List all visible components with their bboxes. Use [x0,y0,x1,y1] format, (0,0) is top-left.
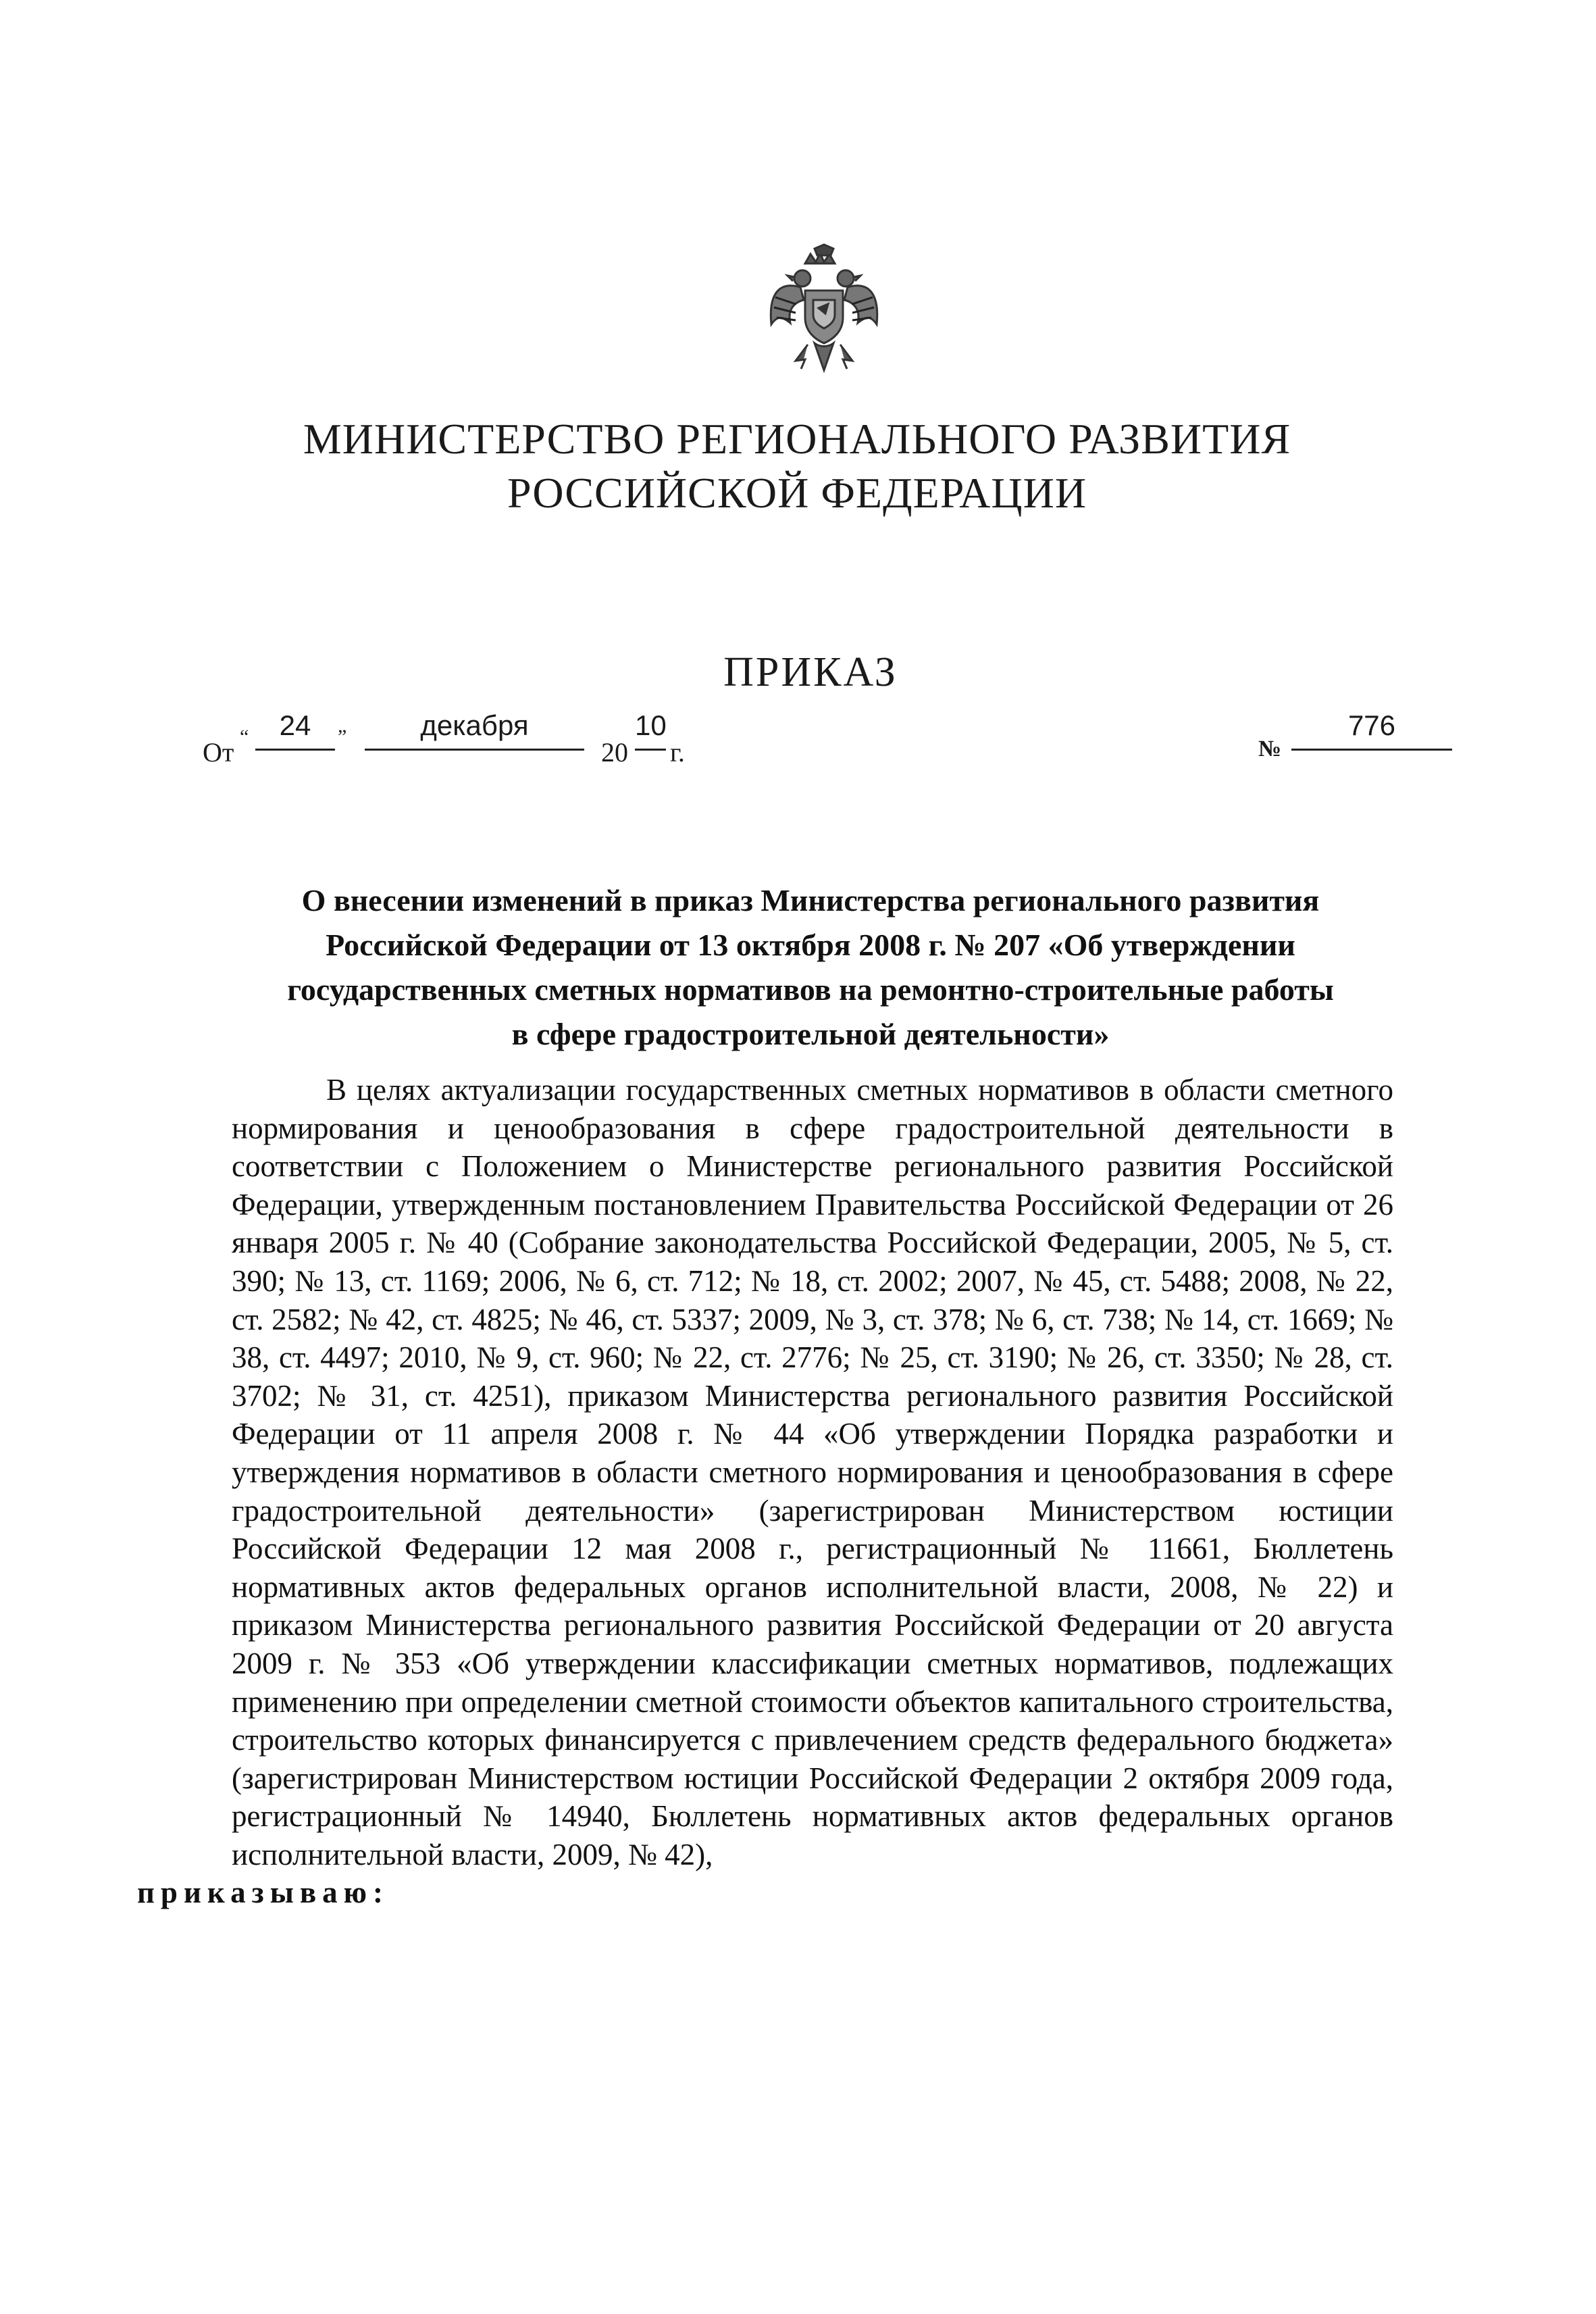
preamble-paragraph [137,1071,1393,1912]
order-directive-word: приказываю: [137,1876,390,1910]
date-century: 20 [601,737,628,768]
date-quote-open: “ [240,726,249,748]
date-quote-close: ” [338,726,347,748]
date-prefix: От [203,737,234,768]
date-month: декабря [365,709,584,751]
order-heading-line2: Российской Федерации от 13 октября 2008 г. № 207 «Об утверждении [326,928,1295,962]
order-heading-line4: в сфере градостроительной деятельности» [511,1017,1110,1051]
date-year: 10 [635,709,666,751]
order-heading-line1: О внесении изменений в приказ Министерства регионального развития [301,883,1320,917]
date-year-suffix: г. [670,737,685,768]
preamble-text: В целях актуализации государственных сметных нормативов в области сметного нормирования и ценообразования в сфере градостроительной деятельности в соответствии с Положением о Министерстве регионального развития Российской Федерации, утвержденным постановлением Правительства Российской Федерации от 26 января 2005 г. № 40 (Собрание законодательства Российской Федерации, 2005, № 5, ст. 390; № 13, ст. 1169; 2006, № 6, ст. 712; № 18, ст. 2002; 2007, № 45, ст. 5488; 2008, № 22, ст. 2582; № 42, ст. 4825; № 46, ст. 5337; 2009, № 3, ст. 378; № 6, ст. 738; № 14, ст. 1669; № 38, ст. 4497; 2010, № 9, ст. 960; № 22, ст. 2776; № 25, ст. 3190; № 26, ст. 3350; № 28, ст. 3702; № 31, ст. 4251), приказом Министерства регионального развития Российской Федерации от 11 апреля 2008 г. № 44 «Об утверждении Порядка разработки и утверждения нормативов в области сметного нормирования и ценообразования в сфере градостроительной деятельности» (зарегистрирован Министерством юстиции Российской Федерации 12 мая 2008 г., регистрационный № 11661, Бюллетень нормативных актов федеральных органов исполнительной власти, 2008, № 22) и приказом Министерства регионального развития Российской Федерации от 20 августа 2009 г. № 353 «Об утверждении классификации сметных нормативов, подлежащих применению при определении сметной стоимости объектов капитального строительства, строительство которых финансируется с привлечением средств федерального бюджета» (зарегистрирован Министерством юстиции Российской Федерации 2 октября 2009 года, регистрационный № 14940, Бюллетень нормативных актов федеральных органов исполнительной власти, 2009, № 42), [232,1073,1393,1871]
order-number: 776 [1291,709,1452,751]
ministry-name-line2: РОССИЙСКОЙ ФЕДЕРАЦИИ [507,469,1087,517]
ministry-name [203,412,1391,520]
order-title: ПРИКАЗ [723,649,898,695]
russian-coat-of-arms-icon [763,243,885,378]
order-number-sign: № [1258,736,1282,761]
order-heading-line3: государственных сметных нормативов на ремонтно-строительные работы [287,972,1334,1007]
order-heading [243,878,1378,1057]
ministry-name-line1: МИНИСТЕРСТВО РЕГИОНАЛЬНОГО РАЗВИТИЯ [303,415,1291,463]
date-day: 24 [255,709,335,751]
